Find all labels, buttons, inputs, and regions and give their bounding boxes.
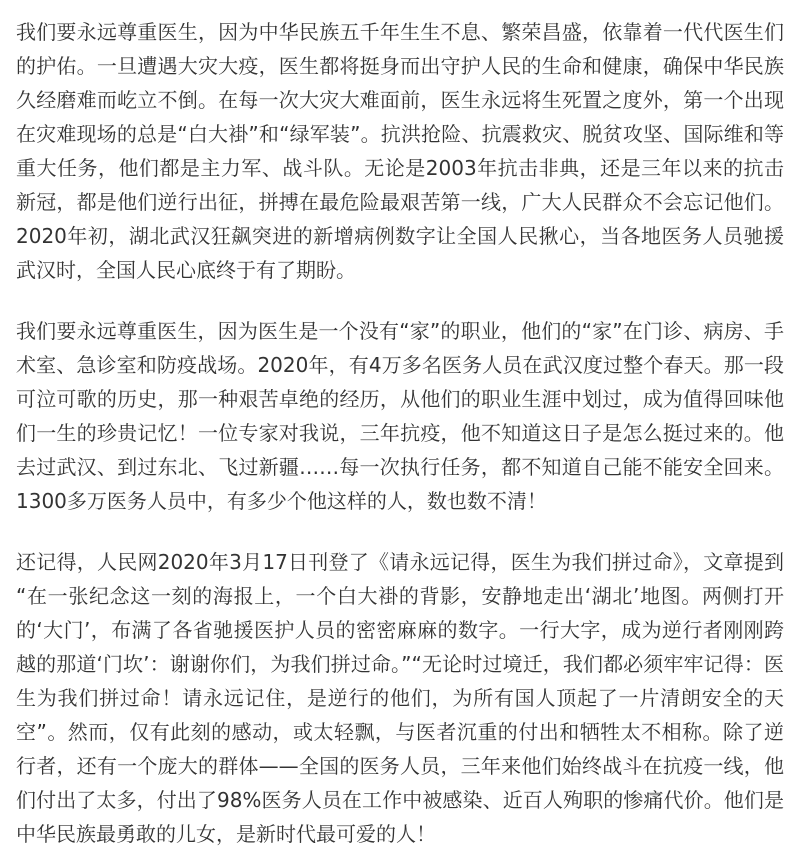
paragraph-doctors-no-home: 我们要永远尊重医生，因为医生是一个没有“家”的职业，他们的“家”在门诊、病房、手术室、急诊室和防疫战场。2020年，有4万多名医务人员在武汉度过整个春天。那一段可泣可歌的历史，那一种艰苦卓绝的经历，从他们的职业生涯中划过，成为值得回味他们一生的珍贵记忆！一位专家对我说，三年抗疫，他不知道这日子是怎么挺过来的。他去过武汉、到过东北、飞过新疆……每一次执行任务，都不知道自己能不能安全回来。1300多万医务人员中，有多少个他这样的人，数也数不清！ [16, 319, 784, 513]
paragraph-respect-doctors-history: 我们要永远尊重医生，因为中华民族五千年生生不息、繁荣昌盛，依靠着一代代医生们的护佑。一旦遭遇大灾大疫，医生都将挺身而出守护人民的生命和健康，确保中华民族久经磨难而屹立不倒。在每一次大灾大难面前，医生永远将生死置之度外，第一个出现在灾难现场的总是“白大褂”和“绿军装”。抗洪抢险、抗震救灾、脱贫攻坚、国际维和等重大任务，他们都是主力军、战斗队。无论是2003年抗击非典，还是三年以来的抗击新冠，都是他们逆行出征，拼搏在最危险最艰苦第一线，广大人民群众不会忘记他们。2020年初，湖北武汉狂飙突进的新增病例数字让全国人民揪心，当各地医务人员驰援武汉时，全国人民心底终于有了期盼。 [16, 20, 784, 282]
paragraph-people-daily-article: 还记得，人民网2020年3月17日刊登了《请永远记得，医生为我们拼过命》，文章提到“在一张纪念这一刻的海报上，一个白大褂的背影，安静地走出‘湖北’地图。两侧打开的‘大门’，布满了各省驰援医护人员的密密麻麻的数字。一行大字，成为逆行者刚刚跨越的那道‘门坎’：谢谢你们，为我们拼过命。”“无论时过境迁，我们都必须牢牢记得：医生为我们拼过命！请永远记住，是逆行的他们，为所有国人顶起了一片清朗安全的天空”。然而，仅有此刻的感动，或太轻飘，与医者沉重的付出和牺牲太不相称。除了逆行者，还有一个庞大的群体——全国的医务人员，三年来他们始终战斗在抗疫一线，他们付出了太多，付出了98%医务人员在工作中被感染、近百人殉职的惨痛代价。他们是中华民族最勇敢的儿女，是新时代最可爱的人！ [16, 550, 784, 846]
